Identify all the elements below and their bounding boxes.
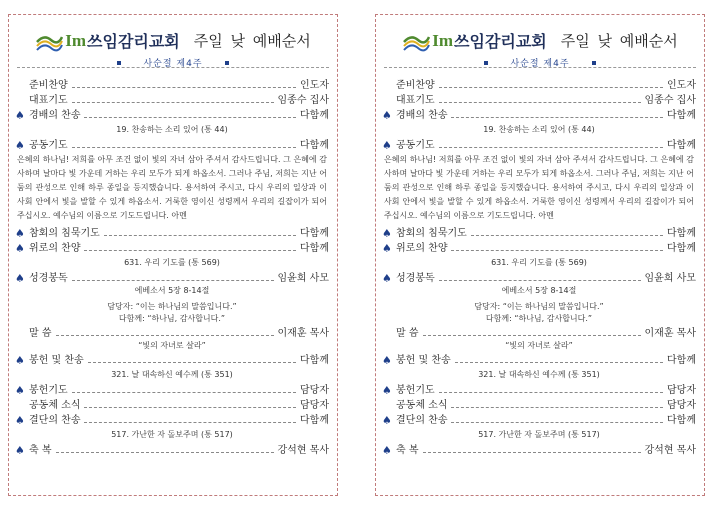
spade-icon: ♠ (382, 444, 392, 457)
page-title: 주일 낮 예배순서 (560, 32, 678, 50)
logo-im: Im (65, 30, 87, 50)
order-label: 참회의 침묵기도 (29, 228, 100, 239)
order-leader-name: 다함께 (300, 355, 329, 366)
square-bullet-icon (592, 61, 596, 65)
order-leader-name: 임종수 집사 (277, 95, 329, 106)
order-row (382, 325, 696, 340)
spade-icon: ♠ (15, 227, 25, 240)
center-line: 에베소서 5장 8-14절 (501, 286, 577, 295)
spade-icon: ♠ (382, 227, 392, 240)
divider (384, 67, 696, 68)
hymn-line: 517. 가난한 자 돌보주며 (통 517) (478, 430, 600, 439)
center-line: 담당자: “이는 하나님의 말씀입니다.” (474, 302, 604, 311)
dotted-leader (471, 235, 663, 236)
dotted-leader (72, 87, 296, 88)
order-row (382, 92, 696, 107)
prayer-text: 은혜의 하나님! 저희를 아무 조건 없이 빛의 자녀 삼아 주셔서 감사드립니다. 그 은혜에 감사하며 날마다 빛 가운데 거하는 우리 모두가 되게 하옵소서. 그러나 주님, 저희는 지난 어둠의 관성으로 인해 하루 종일을 등지했습니다. 용서하여 주시고, 다시 우리의 일상과 이 사회 안에서 빛을 발할 수 있게 하옵소서. 거룩한 영이신 성령께서 우리의 길잡이가 되어 주십시오. 예수님의 이름으로 기도드립니다. 아멘 (17, 155, 327, 220)
order-leader-name: 이재훈 목사 (277, 328, 329, 339)
order-label: 봉헌기도 (396, 385, 435, 396)
header (376, 29, 704, 52)
order-leader-name: 강석현 목사 (277, 445, 329, 456)
prayer-text: 은혜의 하나님! 저희를 아무 조건 없이 빛의 자녀 삼아 주셔서 감사드립니다. 그 은혜에 감사하며 날마다 빛 가운데 거하는 우리 모두가 되게 하옵소서. 그러나 주님, 저희는 지난 어둠의 관성으로 인해 하루 종일을 등지했습니다. 용서하여 주시고, 다시 우리의 일상과 이 사회 안에서 빛을 발할 수 있게 하옵소서. 거룩한 영이신 성령께서 우리의 길잡이가 되어 주십시오. 예수님의 이름으로 기도드립니다. 아멘 (384, 155, 694, 220)
dotted-leader (439, 280, 641, 281)
page-title: 주일 낮 예배순서 (193, 32, 311, 50)
order-leader-name: 다함께 (667, 415, 696, 426)
order-label: 참회의 침묵기도 (396, 228, 467, 239)
order-label: 공동체 소식 (29, 400, 81, 411)
order-label: 축 복 (396, 445, 419, 456)
spade-icon: ♠ (15, 272, 25, 285)
dotted-leader (56, 335, 274, 336)
order-row (15, 240, 329, 255)
order-label: 대표기도 (29, 95, 68, 106)
spade-icon: ♠ (382, 139, 392, 152)
order-row (15, 325, 329, 340)
order-row (15, 412, 329, 427)
order-leader-name: 담당자 (667, 385, 696, 396)
order-label: 봉헌기도 (29, 385, 68, 396)
order-row (15, 382, 329, 397)
order-leader-name: 강석현 목사 (644, 445, 696, 456)
order-row (382, 442, 696, 457)
center-line: 에베소서 5장 8-14절 (134, 286, 210, 295)
order-label: 공동기도 (29, 140, 68, 151)
wave-logo-icon (402, 30, 430, 52)
spade-icon: ♠ (15, 354, 25, 367)
order-label: 봉헌 및 찬송 (29, 355, 84, 366)
hymn-line: 631. 우리 기도를 (통 569) (491, 258, 587, 267)
order-label: 준비찬양 (29, 80, 68, 91)
subtitle: 사순절 제4주 (510, 59, 570, 69)
order-label: 공동체 소식 (396, 400, 448, 411)
hymn-line: 631. 우리 기도를 (통 569) (124, 258, 220, 267)
order-leader-name: 인도자 (667, 80, 696, 91)
spade-icon: ♠ (15, 444, 25, 457)
order-row (382, 352, 696, 367)
order-label: 성경봉독 (29, 273, 68, 284)
order-row (382, 137, 696, 152)
order-leader-name: 담당자 (300, 385, 329, 396)
hymn-line: 321. 날 대속하신 예수께 (통 351) (478, 370, 600, 379)
dotted-leader (455, 362, 663, 363)
order-row (15, 225, 329, 240)
order-row (15, 442, 329, 457)
order-leader-name: 다함께 (300, 243, 329, 254)
order-leader-name: 임윤희 사모 (644, 273, 696, 284)
dotted-leader (439, 87, 663, 88)
order-label: 말 씀 (29, 328, 52, 339)
spade-icon: ♠ (15, 242, 25, 255)
dotted-leader (84, 250, 296, 251)
center-line: “빛의 자녀로 살라” (505, 341, 573, 350)
hymn-line: 517. 가난한 자 돌보주며 (통 517) (111, 430, 233, 439)
order-row (382, 412, 696, 427)
spade-icon: ♠ (382, 354, 392, 367)
spade-icon: ♠ (382, 384, 392, 397)
dotted-leader (439, 102, 641, 103)
spade-icon: ♠ (15, 384, 25, 397)
center-line: “빛의 자녀로 살라” (138, 341, 206, 350)
bulletin-right (375, 14, 705, 496)
dotted-leader (451, 117, 663, 118)
order-row (382, 240, 696, 255)
dotted-leader (84, 117, 296, 118)
center-line: 담당자: “이는 하나님의 말씀입니다.” (107, 302, 237, 311)
order-row (382, 382, 696, 397)
hymn-line: 19. 찬송하는 소리 있어 (통 44) (116, 125, 228, 134)
bulletin-left (8, 14, 338, 496)
spade-icon: ♠ (382, 272, 392, 285)
order-row (15, 352, 329, 367)
dotted-leader (72, 102, 274, 103)
header (9, 29, 337, 52)
order-leader-name: 이재훈 목사 (644, 328, 696, 339)
dotted-leader (84, 407, 296, 408)
spade-icon: ♠ (15, 139, 25, 152)
order-leader-name: 다함께 (667, 140, 696, 151)
order-label: 경배의 찬송 (29, 110, 81, 121)
dotted-leader (451, 250, 663, 251)
spade-icon: ♠ (382, 109, 392, 122)
spade-icon: ♠ (382, 242, 392, 255)
hymn-line: 19. 찬송하는 소리 있어 (통 44) (483, 125, 595, 134)
order-leader-name: 담당자 (300, 400, 329, 411)
order-label: 성경봉독 (396, 273, 435, 284)
order-label: 결단의 찬송 (396, 415, 448, 426)
order-list (382, 77, 696, 457)
order-leader-name: 다함께 (667, 228, 696, 239)
dotted-leader (451, 407, 663, 408)
dotted-leader (439, 147, 663, 148)
hymn-line: 321. 날 대속하신 예수께 (통 351) (111, 370, 233, 379)
dotted-leader (88, 362, 296, 363)
order-label: 봉헌 및 찬송 (396, 355, 451, 366)
order-label: 대표기도 (396, 95, 435, 106)
order-label: 공동기도 (396, 140, 435, 151)
order-row (15, 107, 329, 122)
order-row (382, 77, 696, 92)
dotted-leader (72, 392, 296, 393)
wave-logo-icon (35, 30, 63, 52)
order-label: 결단의 찬송 (29, 415, 81, 426)
order-row (382, 225, 696, 240)
order-leader-name: 다함께 (300, 110, 329, 121)
order-row (382, 397, 696, 412)
square-bullet-icon (484, 61, 488, 65)
dotted-leader (451, 422, 663, 423)
order-leader-name: 다함께 (300, 140, 329, 151)
dotted-leader (84, 422, 296, 423)
order-list (15, 77, 329, 457)
order-leader-name: 임종수 집사 (644, 95, 696, 106)
square-bullet-icon (225, 61, 229, 65)
dotted-leader (423, 335, 641, 336)
order-leader-name: 인도자 (300, 80, 329, 91)
square-bullet-icon (117, 61, 121, 65)
order-leader-name: 다함께 (300, 415, 329, 426)
dotted-leader (104, 235, 296, 236)
order-label: 위로의 찬양 (396, 243, 448, 254)
order-row (382, 107, 696, 122)
order-row (15, 92, 329, 107)
order-leader-name: 다함께 (667, 110, 696, 121)
divider (17, 67, 329, 68)
order-label: 준비찬양 (396, 80, 435, 91)
subtitle: 사순절 제4주 (143, 59, 203, 69)
center-line: 다함께: “하나님, 감사합니다.” (485, 314, 593, 323)
order-row (15, 137, 329, 152)
order-leader-name: 임윤희 사모 (277, 273, 329, 284)
dotted-leader (423, 452, 641, 453)
logo-im: Im (432, 30, 454, 50)
order-row (15, 77, 329, 92)
order-leader-name: 다함께 (300, 228, 329, 239)
dotted-leader (56, 452, 274, 453)
dotted-leader (439, 392, 663, 393)
spade-icon: ♠ (382, 414, 392, 427)
order-leader-name: 다함께 (667, 355, 696, 366)
spade-icon: ♠ (15, 414, 25, 427)
order-row (15, 397, 329, 412)
center-line: 다함께: “하나님, 감사합니다.” (118, 314, 226, 323)
order-label: 경배의 찬송 (396, 110, 448, 121)
order-leader-name: 다함께 (667, 243, 696, 254)
order-row (382, 270, 696, 285)
dotted-leader (72, 280, 274, 281)
order-label: 위로의 찬양 (29, 243, 81, 254)
spade-icon: ♠ (15, 109, 25, 122)
dotted-leader (72, 147, 296, 148)
church-name: 쓰임감리교회 (87, 32, 180, 51)
order-label: 축 복 (29, 445, 52, 456)
order-leader-name: 담당자 (667, 400, 696, 411)
order-row (15, 270, 329, 285)
order-label: 말 씀 (396, 328, 419, 339)
church-name: 쓰임감리교회 (454, 32, 547, 51)
